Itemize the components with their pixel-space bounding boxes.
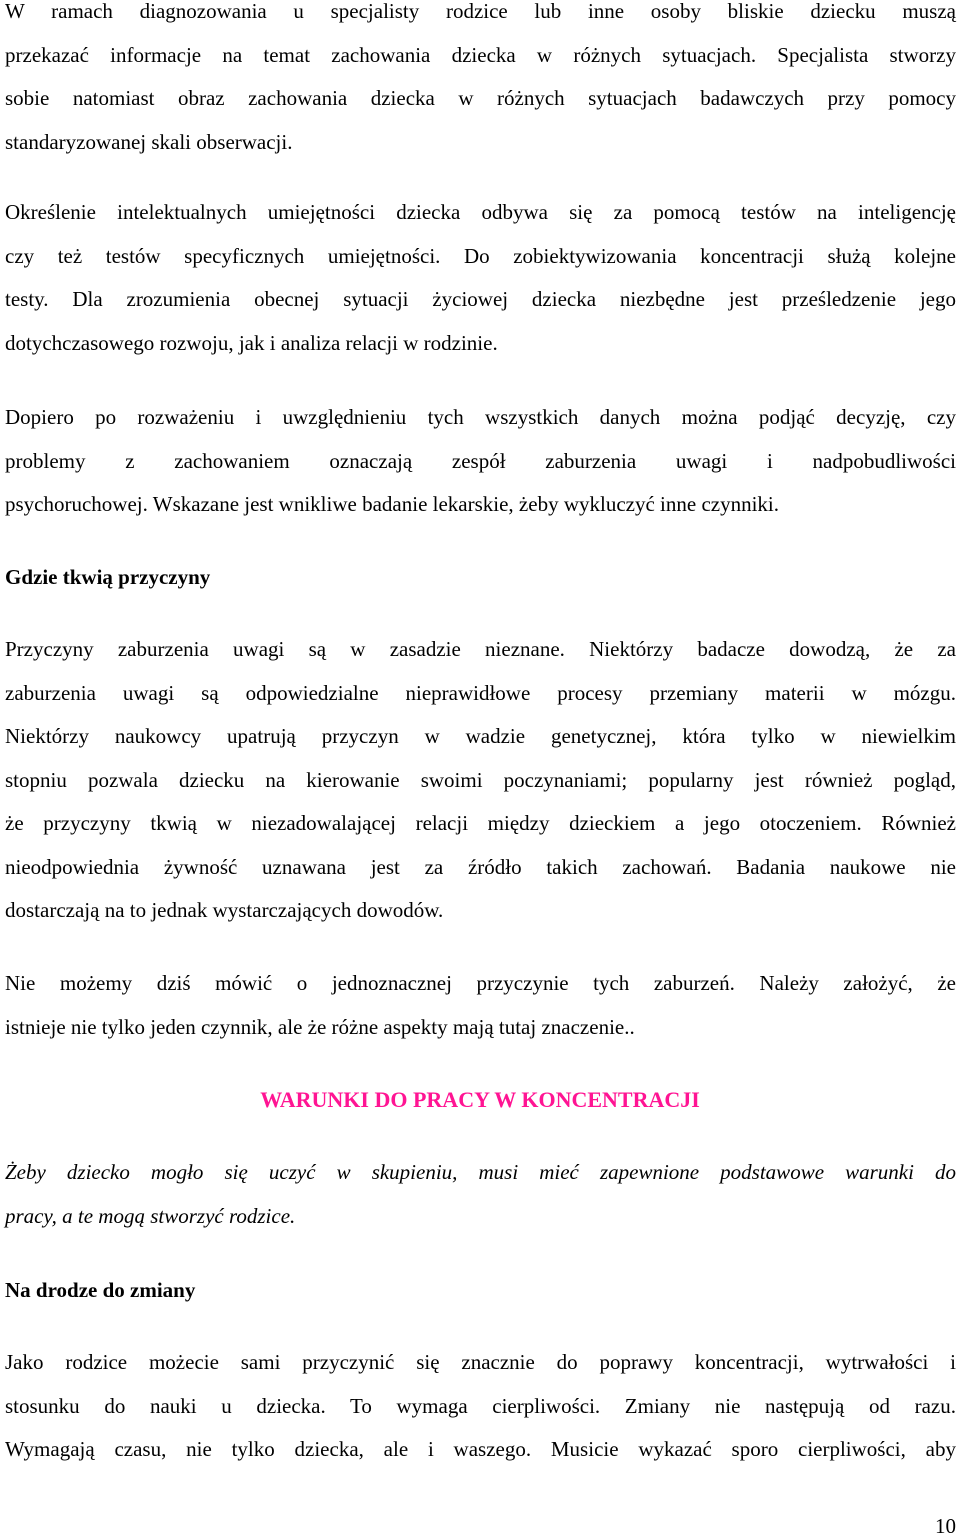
paragraph-decision <box>5 406 956 537</box>
paragraph-line: stosunku do nauki u dziecka. To wymaga cierpliwości. Zmiany nie następują od razu. <box>5 1393 956 1418</box>
section-heading-causes: Gdzie tkwią przyczyny <box>5 565 211 589</box>
paragraph-line: pracy, a te mogą stworzyć rodzice. <box>5 1203 296 1228</box>
section-heading-path-to-change: Na drodze do zmiany <box>5 1278 196 1302</box>
paragraph-intellectual-skills <box>5 201 956 375</box>
paragraph-line: Określenie intelektualnych umiejętności dziecka odbywa się za pomocą testów na inteligencję <box>5 200 956 224</box>
paragraph-line: testy. Dla zrozumienia obecnej sytuacji życiowej dziecka niezbędne jest prześledzenie jego <box>5 287 956 311</box>
page-number: 10 <box>935 1514 956 1538</box>
paragraph-line: Wymagają czasu, nie tylko dziecka, ale i waszego. Musicie wykazać sporo cierpliwości, aby <box>5 1437 956 1461</box>
paragraph-line: że przyczyny tkwią w niezadowalającej relacji między dzieckiem a jego otoczeniem. Również <box>5 811 956 835</box>
paragraph-line: psychoruchowej. Wskazane jest wnikliwe badanie lekarskie, żeby wykluczyć inne czynniki. <box>5 492 780 516</box>
paragraph-line: Jako rodzice możecie sami przyczynić się znacznie do poprawy koncentracji, wytrwałości i <box>5 1350 956 1374</box>
paragraph-parents-role <box>5 1351 956 1482</box>
paragraph-line: problemy z zachowaniem oznaczają zespół zaburzenia uwagi i nadpobudliwości <box>5 448 956 473</box>
paragraph-line: Dopiero po rozważeniu i uwzględnieniu tych wszystkich danych można podjąć decyzję, czy <box>5 405 956 429</box>
paragraph-line: zaburzenia uwagi są odpowiedzialne nieprawidłowe procesy przemiany materii w mózgu. <box>5 680 956 705</box>
paragraph-line: istnieje nie tylko jeden czynnik, ale że różne aspekty mają tutaj znaczenie.. <box>5 1014 635 1039</box>
paragraph-line: sobie natomiast obraz zachowania dziecka w różnych sytuacjach badawczych przy pomocy <box>5 86 956 110</box>
paragraph-line: czy też testów specyficznych umiejętności. Do zobiektywizowania koncentracji służą kolejne <box>5 243 956 268</box>
paragraph-line: Przyczyny zaburzenia uwagi są w zasadzie nieznane. Niektórzy badacze dowodzą, że za <box>5 637 956 661</box>
paragraph-line: W ramach diagnozowania u specjalisty rodzice lub inne osoby bliskie dziecku muszą <box>5 0 956 23</box>
paragraph-study-conditions <box>5 1161 956 1248</box>
section-heading-work-conditions: WARUNKI DO PRACY W KONCENTRACJI <box>260 1087 700 1112</box>
paragraph-line: standaryzowanej skali obserwacji. <box>5 129 293 154</box>
paragraph-line: Niektórzy naukowcy upatrują przyczyn w wadzie genetycznej, która tylko w niewielkim <box>5 724 956 748</box>
paragraph-line: Żeby dziecko mogło się uczyć w skupieniu, musi mieć zapewnione podstawowe warunki do <box>5 1160 956 1184</box>
paragraph-line: dostarczają na to jednak wystarczających dowodów. <box>5 898 444 922</box>
paragraph-line: nieodpowiednia żywność uznawana jest za źródło takich zachowań. Badania naukowe nie <box>5 854 956 879</box>
paragraph-diagnosis <box>5 0 956 174</box>
paragraph-no-single-cause <box>5 972 956 1059</box>
paragraph-line: Nie możemy dziś mówić o jednoznacznej przyczynie tych zaburzeń. Należy założyć, że <box>5 971 956 995</box>
paragraph-line: stopniu pozwala dziecku na kierowanie swoimi poczynaniami; popularny jest również pogląd, <box>5 767 956 792</box>
paragraph-line: dotychczasowego rozwoju, jak i analiza relacji w rodzinie. <box>5 330 498 355</box>
paragraph-causes <box>5 638 956 943</box>
paragraph-line: przekazać informacje na temat zachowania dziecka w różnych sytuacjach. Specjalista stworzy <box>5 42 956 67</box>
